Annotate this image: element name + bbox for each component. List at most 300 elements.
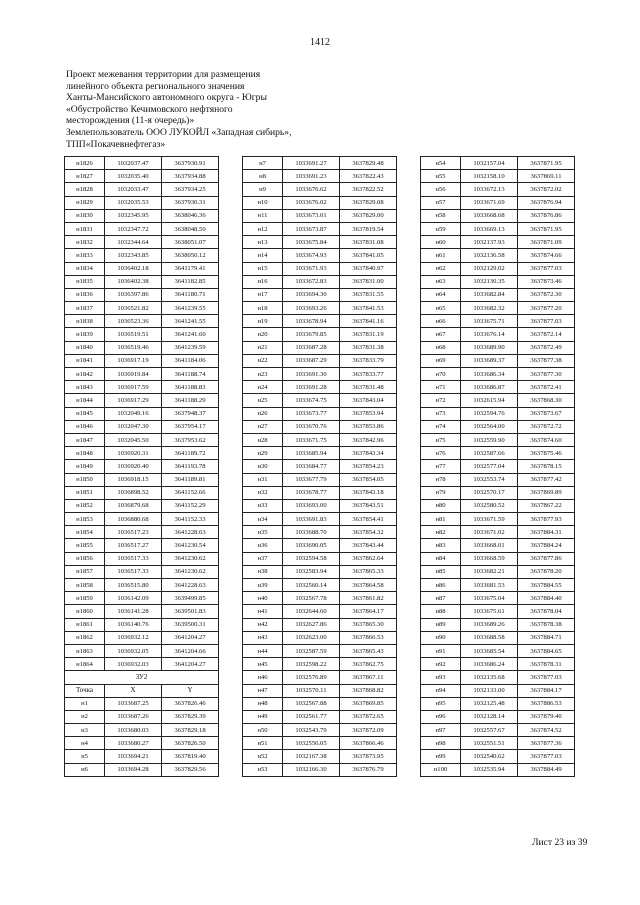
x-coordinate-cell: 1032594.76 [461, 407, 518, 420]
y-coordinate-cell: 3637831.19 [340, 328, 397, 341]
table-row [421, 249, 575, 262]
x-coordinate-cell: 1032344.64 [105, 236, 162, 249]
x-coordinate-cell: 1033682.32 [461, 302, 518, 315]
table-row [243, 275, 397, 288]
y-coordinate-cell: 3637864.58 [340, 579, 397, 592]
y-coordinate-cell: 3641204.27 [162, 658, 219, 671]
y-coordinate-cell: 3637866.46 [340, 737, 397, 750]
table-row [65, 460, 219, 473]
y-coordinate-cell: 3637874.52 [518, 724, 575, 737]
y-coordinate-cell: 3639501.83 [162, 605, 219, 618]
table-row [243, 157, 397, 170]
x-coordinate-cell: 1033675.71 [461, 315, 518, 328]
point-id-cell: н69 [421, 354, 461, 367]
point-id-cell: н29 [243, 447, 283, 460]
point-id-cell: н45 [243, 658, 283, 671]
point-id-cell: н1843 [65, 381, 105, 394]
x-coordinate-cell: 1033686.34 [461, 368, 518, 381]
point-id-cell: н16 [243, 275, 283, 288]
point-id-cell: н52 [243, 750, 283, 763]
y-coordinate-cell: 3637878.38 [518, 618, 575, 631]
x-coordinate-cell: 1036932.12 [105, 631, 162, 644]
table-row [421, 486, 575, 499]
y-coordinate-cell: 3637871.95 [518, 222, 575, 235]
table-row [243, 513, 397, 526]
table-row [65, 539, 219, 552]
point-id-cell: н26 [243, 407, 283, 420]
point-id-cell: н36 [243, 539, 283, 552]
x-coordinate-cell: 1033694.21 [105, 750, 162, 763]
y-coordinate-cell: 3637841.16 [340, 315, 397, 328]
x-coordinate-cell: 1032580.52 [461, 499, 518, 512]
table-row [243, 750, 397, 763]
y-coordinate-cell: 3637867.11 [340, 671, 397, 684]
point-id-cell: н48 [243, 697, 283, 710]
y-coordinate-cell: 3637877.30 [518, 368, 575, 381]
x-coordinate-cell: 1032561.77 [283, 710, 340, 723]
point-id-cell: н28 [243, 433, 283, 446]
point-id-cell: н13 [243, 236, 283, 249]
table-row [65, 750, 219, 763]
point-id-cell: н46 [243, 671, 283, 684]
x-coordinate-cell: 1036917.19 [105, 354, 162, 367]
x-coordinate-cell: 1032587.66 [461, 447, 518, 460]
x-coordinate-cell: 1032623.00 [283, 631, 340, 644]
table-row [243, 302, 397, 315]
x-coordinate-cell: 1036879.68 [105, 499, 162, 512]
table-row [421, 644, 575, 657]
point-id-cell: н94 [421, 684, 461, 697]
y-coordinate-cell: 3637884.55 [518, 579, 575, 592]
y-coordinate-cell: 3637884.71 [518, 631, 575, 644]
y-coordinate-cell: 3637872.49 [518, 341, 575, 354]
x-coordinate-cell: 1033673.77 [283, 407, 340, 420]
table-row [65, 170, 219, 183]
x-coordinate-cell: 1033670.76 [283, 420, 340, 433]
table-row [421, 658, 575, 671]
y-coordinate-cell: 3637872.72 [518, 420, 575, 433]
point-id-cell: н62 [421, 262, 461, 275]
x-coordinate-cell: 1032049.16 [105, 407, 162, 420]
x-coordinate-cell: 1033672.13 [461, 183, 518, 196]
point-id-cell: н39 [243, 579, 283, 592]
point-id-cell: н1833 [65, 249, 105, 262]
x-coordinate-cell: 1032557.67 [461, 724, 518, 737]
x-coordinate-cell: 1036918.15 [105, 473, 162, 486]
y-coordinate-cell: 3637886.53 [518, 697, 575, 710]
point-id-cell: н9 [243, 183, 283, 196]
table-row [421, 420, 575, 433]
x-coordinate-cell: 1036515.80 [105, 579, 162, 592]
table-row [65, 381, 219, 394]
x-coordinate-cell: 1032047.30 [105, 420, 162, 433]
point-id-cell: н2 [65, 710, 105, 723]
y-coordinate-cell: 3637877.38 [518, 354, 575, 367]
y-coordinate-cell: 3641182.85 [162, 275, 219, 288]
table-row [421, 354, 575, 367]
point-id-cell: н57 [421, 196, 461, 209]
y-coordinate-cell: 3637833.77 [340, 368, 397, 381]
table-row [421, 328, 575, 341]
table-row [65, 763, 219, 776]
y-coordinate-cell: 3641239.55 [162, 302, 219, 315]
y-coordinate-cell: 3637843.44 [340, 539, 397, 552]
column-header: X [105, 684, 162, 697]
y-coordinate-cell: 3641204.27 [162, 631, 219, 644]
y-coordinate-cell: 3637826.50 [162, 737, 219, 750]
x-coordinate-cell: 1033691.30 [283, 368, 340, 381]
x-coordinate-cell: 1032136.58 [461, 249, 518, 262]
table-row [421, 157, 575, 170]
point-id-cell: н5 [65, 750, 105, 763]
table-row [421, 183, 575, 196]
y-coordinate-cell: 3637822.52 [340, 183, 397, 196]
point-id-cell: н77 [421, 460, 461, 473]
x-coordinate-cell: 1032128.14 [461, 710, 518, 723]
table-row [65, 328, 219, 341]
y-coordinate-cell: 3641188.29 [162, 394, 219, 407]
point-id-cell: н64 [421, 288, 461, 301]
table-row [243, 262, 397, 275]
x-coordinate-cell: 1033687.26 [105, 710, 162, 723]
table-row [243, 552, 397, 565]
y-coordinate-cell: 3637878.04 [518, 605, 575, 618]
x-coordinate-cell: 1032037.47 [105, 157, 162, 170]
y-coordinate-cell: 3637829.56 [162, 763, 219, 776]
table-row [421, 592, 575, 605]
point-id-cell: н61 [421, 249, 461, 262]
y-coordinate-cell: 3637829.08 [340, 196, 397, 209]
y-coordinate-cell: 3637872.09 [340, 724, 397, 737]
table-row [65, 275, 219, 288]
table-row [243, 644, 397, 657]
x-coordinate-cell: 1032125.48 [461, 697, 518, 710]
table-row [243, 420, 397, 433]
y-coordinate-cell: 3637864.17 [340, 605, 397, 618]
heading-line: линейного объекта регионального значения [66, 80, 245, 92]
table-row [65, 354, 219, 367]
x-coordinate-cell: 1032627.86 [283, 618, 340, 631]
y-coordinate-cell: 3641241.60 [162, 328, 219, 341]
y-coordinate-cell: 3637853.94 [340, 407, 397, 420]
y-coordinate-cell: 3637843.18 [340, 486, 397, 499]
x-coordinate-cell: 1032583.94 [283, 565, 340, 578]
point-id-cell: н1845 [65, 407, 105, 420]
table-row [421, 552, 575, 565]
x-coordinate-cell: 1036880.68 [105, 513, 162, 526]
table-row [65, 368, 219, 381]
table-row [243, 433, 397, 446]
x-coordinate-cell: 1036517.27 [105, 539, 162, 552]
point-id-cell: н24 [243, 381, 283, 394]
point-id-cell: н1848 [65, 447, 105, 460]
y-coordinate-cell: 3637865.33 [340, 565, 397, 578]
x-coordinate-cell: 1032564.00 [461, 420, 518, 433]
table-row [421, 407, 575, 420]
y-coordinate-cell: 3641189.72 [162, 447, 219, 460]
x-coordinate-cell: 1032556.05 [283, 737, 340, 750]
point-id-cell: н12 [243, 222, 283, 235]
x-coordinate-cell: 1033668.59 [461, 552, 518, 565]
x-coordinate-cell: 1033688.70 [283, 526, 340, 539]
y-coordinate-cell: 3637874.66 [518, 249, 575, 262]
point-id-cell: н1841 [65, 354, 105, 367]
y-coordinate-cell: 3638050.12 [162, 249, 219, 262]
x-coordinate-cell: 1033671.75 [283, 433, 340, 446]
point-id-cell: н98 [421, 737, 461, 750]
table-row [243, 539, 397, 552]
x-coordinate-cell: 1033675.61 [461, 605, 518, 618]
y-coordinate-cell: 3637873.46 [518, 275, 575, 288]
table-row [243, 592, 397, 605]
y-coordinate-cell: 3637865.43 [340, 644, 397, 657]
point-id-cell: н1842 [65, 368, 105, 381]
table-row [421, 473, 575, 486]
table-row [65, 157, 219, 170]
point-id-cell: н1832 [65, 236, 105, 249]
point-id-cell: н100 [421, 763, 461, 776]
y-coordinate-cell: 3639500.31 [162, 618, 219, 631]
heading-line: ТПП«Покачевнефтегаз» [66, 138, 166, 150]
table-row [65, 552, 219, 565]
point-id-cell: н84 [421, 552, 461, 565]
point-id-cell: н47 [243, 684, 283, 697]
point-id-cell: н3 [65, 724, 105, 737]
table-row [243, 341, 397, 354]
x-coordinate-cell: 1032570.17 [461, 486, 518, 499]
table-row [421, 262, 575, 275]
point-id-cell: н44 [243, 644, 283, 657]
x-coordinate-cell: 1036919.84 [105, 368, 162, 381]
point-id-cell: н1839 [65, 328, 105, 341]
point-id-cell: н1828 [65, 183, 105, 196]
table-row [243, 605, 397, 618]
y-coordinate-cell: 3637831.38 [340, 341, 397, 354]
x-coordinate-cell: 1032559.90 [461, 433, 518, 446]
table-row [421, 763, 575, 776]
point-id-cell: н27 [243, 420, 283, 433]
y-coordinate-cell: 3637869.89 [518, 486, 575, 499]
table-row [243, 368, 397, 381]
y-coordinate-cell: 3637843.51 [340, 499, 397, 512]
point-id-cell: н96 [421, 710, 461, 723]
x-coordinate-cell: 1033691.23 [283, 170, 340, 183]
point-id-cell: н75 [421, 433, 461, 446]
y-coordinate-cell: 3637884.31 [518, 526, 575, 539]
y-coordinate-cell: 3637829.48 [340, 157, 397, 170]
y-coordinate-cell: 3637873.95 [340, 750, 397, 763]
point-id-cell: н74 [421, 420, 461, 433]
x-coordinate-cell: 1032033.47 [105, 183, 162, 196]
x-coordinate-cell: 1036141.28 [105, 605, 162, 618]
x-coordinate-cell: 1032045.50 [105, 433, 162, 446]
x-coordinate-cell: 1033685.54 [461, 644, 518, 657]
x-coordinate-cell: 1033677.79 [283, 473, 340, 486]
point-id-cell: н1852 [65, 499, 105, 512]
x-coordinate-cell: 1033691.83 [283, 513, 340, 526]
point-id-cell: н20 [243, 328, 283, 341]
point-id-cell: н89 [421, 618, 461, 631]
point-id-cell: н40 [243, 592, 283, 605]
x-coordinate-cell: 1033689.26 [461, 618, 518, 631]
point-id-cell: н92 [421, 658, 461, 671]
y-coordinate-cell: 3637831.55 [340, 288, 397, 301]
x-coordinate-cell: 1032157.04 [461, 157, 518, 170]
table-row [421, 671, 575, 684]
point-id-cell: н70 [421, 368, 461, 381]
point-id-cell: н99 [421, 750, 461, 763]
x-coordinate-cell: 1033687.28 [283, 341, 340, 354]
table-row [421, 433, 575, 446]
y-coordinate-cell: 3639499.85 [162, 592, 219, 605]
y-coordinate-cell: 3637854.41 [340, 513, 397, 526]
x-coordinate-cell: 1033688.58 [461, 631, 518, 644]
y-coordinate-cell: 3637954.17 [162, 420, 219, 433]
y-coordinate-cell: 3637819.54 [340, 222, 397, 235]
point-id-cell: н1857 [65, 565, 105, 578]
x-coordinate-cell: 1036523.36 [105, 315, 162, 328]
table-row [243, 658, 397, 671]
point-id-cell: н1854 [65, 526, 105, 539]
y-coordinate-cell: 3637854.23 [340, 460, 397, 473]
point-id-cell: н21 [243, 341, 283, 354]
table-row [65, 631, 219, 644]
x-coordinate-cell: 1033694.30 [283, 288, 340, 301]
x-coordinate-cell: 1036521.82 [105, 302, 162, 315]
table-row [65, 658, 219, 671]
table-row [421, 460, 575, 473]
table-row [243, 170, 397, 183]
y-coordinate-cell: 3637877.03 [518, 750, 575, 763]
point-id-cell: н43 [243, 631, 283, 644]
x-coordinate-cell: 1032166.30 [283, 763, 340, 776]
table-row [65, 499, 219, 512]
x-coordinate-cell: 1033671.59 [461, 513, 518, 526]
point-id-cell: н82 [421, 526, 461, 539]
y-coordinate-cell: 3641239.59 [162, 341, 219, 354]
y-coordinate-cell: 3637877.86 [518, 552, 575, 565]
x-coordinate-cell: 1033676.02 [283, 196, 340, 209]
x-coordinate-cell: 1032133.00 [461, 684, 518, 697]
x-coordinate-cell: 1033679.85 [283, 328, 340, 341]
table-row [243, 499, 397, 512]
y-coordinate-cell: 3637869.11 [518, 170, 575, 183]
y-coordinate-cell: 3637871.95 [518, 157, 575, 170]
table-row [421, 565, 575, 578]
x-coordinate-cell: 1032587.59 [283, 644, 340, 657]
table-row [421, 724, 575, 737]
table-row [421, 526, 575, 539]
table-row [65, 605, 219, 618]
x-coordinate-cell: 1033671.69 [461, 196, 518, 209]
point-id-cell: н51 [243, 737, 283, 750]
table-row [65, 236, 219, 249]
point-id-cell: н32 [243, 486, 283, 499]
table-row [65, 697, 219, 710]
table-row [65, 341, 219, 354]
table-row [421, 605, 575, 618]
table-row [65, 433, 219, 446]
point-id-cell: н55 [421, 170, 461, 183]
point-id-cell: н66 [421, 315, 461, 328]
x-coordinate-cell: 1033675.84 [283, 236, 340, 249]
point-id-cell: н95 [421, 697, 461, 710]
y-coordinate-cell: 3637872.14 [518, 328, 575, 341]
point-id-cell: н11 [243, 209, 283, 222]
point-id-cell: н15 [243, 262, 283, 275]
x-coordinate-cell: 1033675.04 [461, 592, 518, 605]
y-coordinate-cell: 3641230.54 [162, 539, 219, 552]
y-coordinate-cell: 3637872.30 [518, 288, 575, 301]
y-coordinate-cell: 3637876.94 [518, 196, 575, 209]
y-coordinate-cell: 3637867.22 [518, 499, 575, 512]
point-id-cell: н1830 [65, 209, 105, 222]
y-coordinate-cell: 3637877.03 [518, 671, 575, 684]
x-coordinate-cell: 1032167.38 [283, 750, 340, 763]
point-id-cell: н1861 [65, 618, 105, 631]
point-id-cell: н86 [421, 579, 461, 592]
y-coordinate-cell: 3637876.79 [340, 763, 397, 776]
x-coordinate-cell: 1032560.14 [283, 579, 340, 592]
table-row [65, 579, 219, 592]
coordinates-table-middle [242, 156, 397, 777]
point-id-cell: н78 [421, 473, 461, 486]
x-coordinate-cell: 1033673.01 [283, 209, 340, 222]
y-coordinate-cell: 3637829.00 [340, 209, 397, 222]
point-id-cell: н7 [243, 157, 283, 170]
table-row [421, 447, 575, 460]
x-coordinate-cell: 1033676.62 [283, 183, 340, 196]
point-id-cell: н37 [243, 552, 283, 565]
table-row [243, 394, 397, 407]
y-coordinate-cell: 3637884.65 [518, 644, 575, 657]
x-coordinate-cell: 1033682.84 [461, 288, 518, 301]
point-id-cell: н54 [421, 157, 461, 170]
heading-line: месторождения (11-я очередь)» [66, 115, 195, 127]
table-row [421, 222, 575, 235]
x-coordinate-cell: 1033673.87 [283, 222, 340, 235]
x-coordinate-cell: 1032130.35 [461, 275, 518, 288]
y-coordinate-cell: 3641184.06 [162, 354, 219, 367]
y-coordinate-cell: 3637877.03 [518, 262, 575, 275]
y-coordinate-cell: 3641230.62 [162, 565, 219, 578]
page-number: 1412 [310, 37, 330, 48]
x-coordinate-cell: 1032567.88 [283, 697, 340, 710]
y-coordinate-cell: 3637878.20 [518, 565, 575, 578]
column-header: Точка [65, 684, 105, 697]
point-id-cell: н1844 [65, 394, 105, 407]
y-coordinate-cell: 3637862.75 [340, 658, 397, 671]
point-id-cell: н93 [421, 671, 461, 684]
x-coordinate-cell: 1033671.93 [283, 262, 340, 275]
x-coordinate-cell: 1036402.18 [105, 262, 162, 275]
y-coordinate-cell: 3637874.60 [518, 433, 575, 446]
x-coordinate-cell: 1033681.53 [461, 579, 518, 592]
x-coordinate-cell: 1032135.68 [461, 671, 518, 684]
x-coordinate-cell: 1036517.33 [105, 552, 162, 565]
table-row [243, 486, 397, 499]
y-coordinate-cell: 3637822.43 [340, 170, 397, 183]
y-coordinate-cell: 3637833.79 [340, 354, 397, 367]
x-coordinate-cell: 1033691.28 [283, 381, 340, 394]
x-coordinate-cell: 1036140.76 [105, 618, 162, 631]
table-row [243, 724, 397, 737]
point-id-cell: н1826 [65, 157, 105, 170]
y-coordinate-cell: 3637934.25 [162, 183, 219, 196]
table-row [65, 486, 219, 499]
point-id-cell: н85 [421, 565, 461, 578]
point-id-cell: н49 [243, 710, 283, 723]
